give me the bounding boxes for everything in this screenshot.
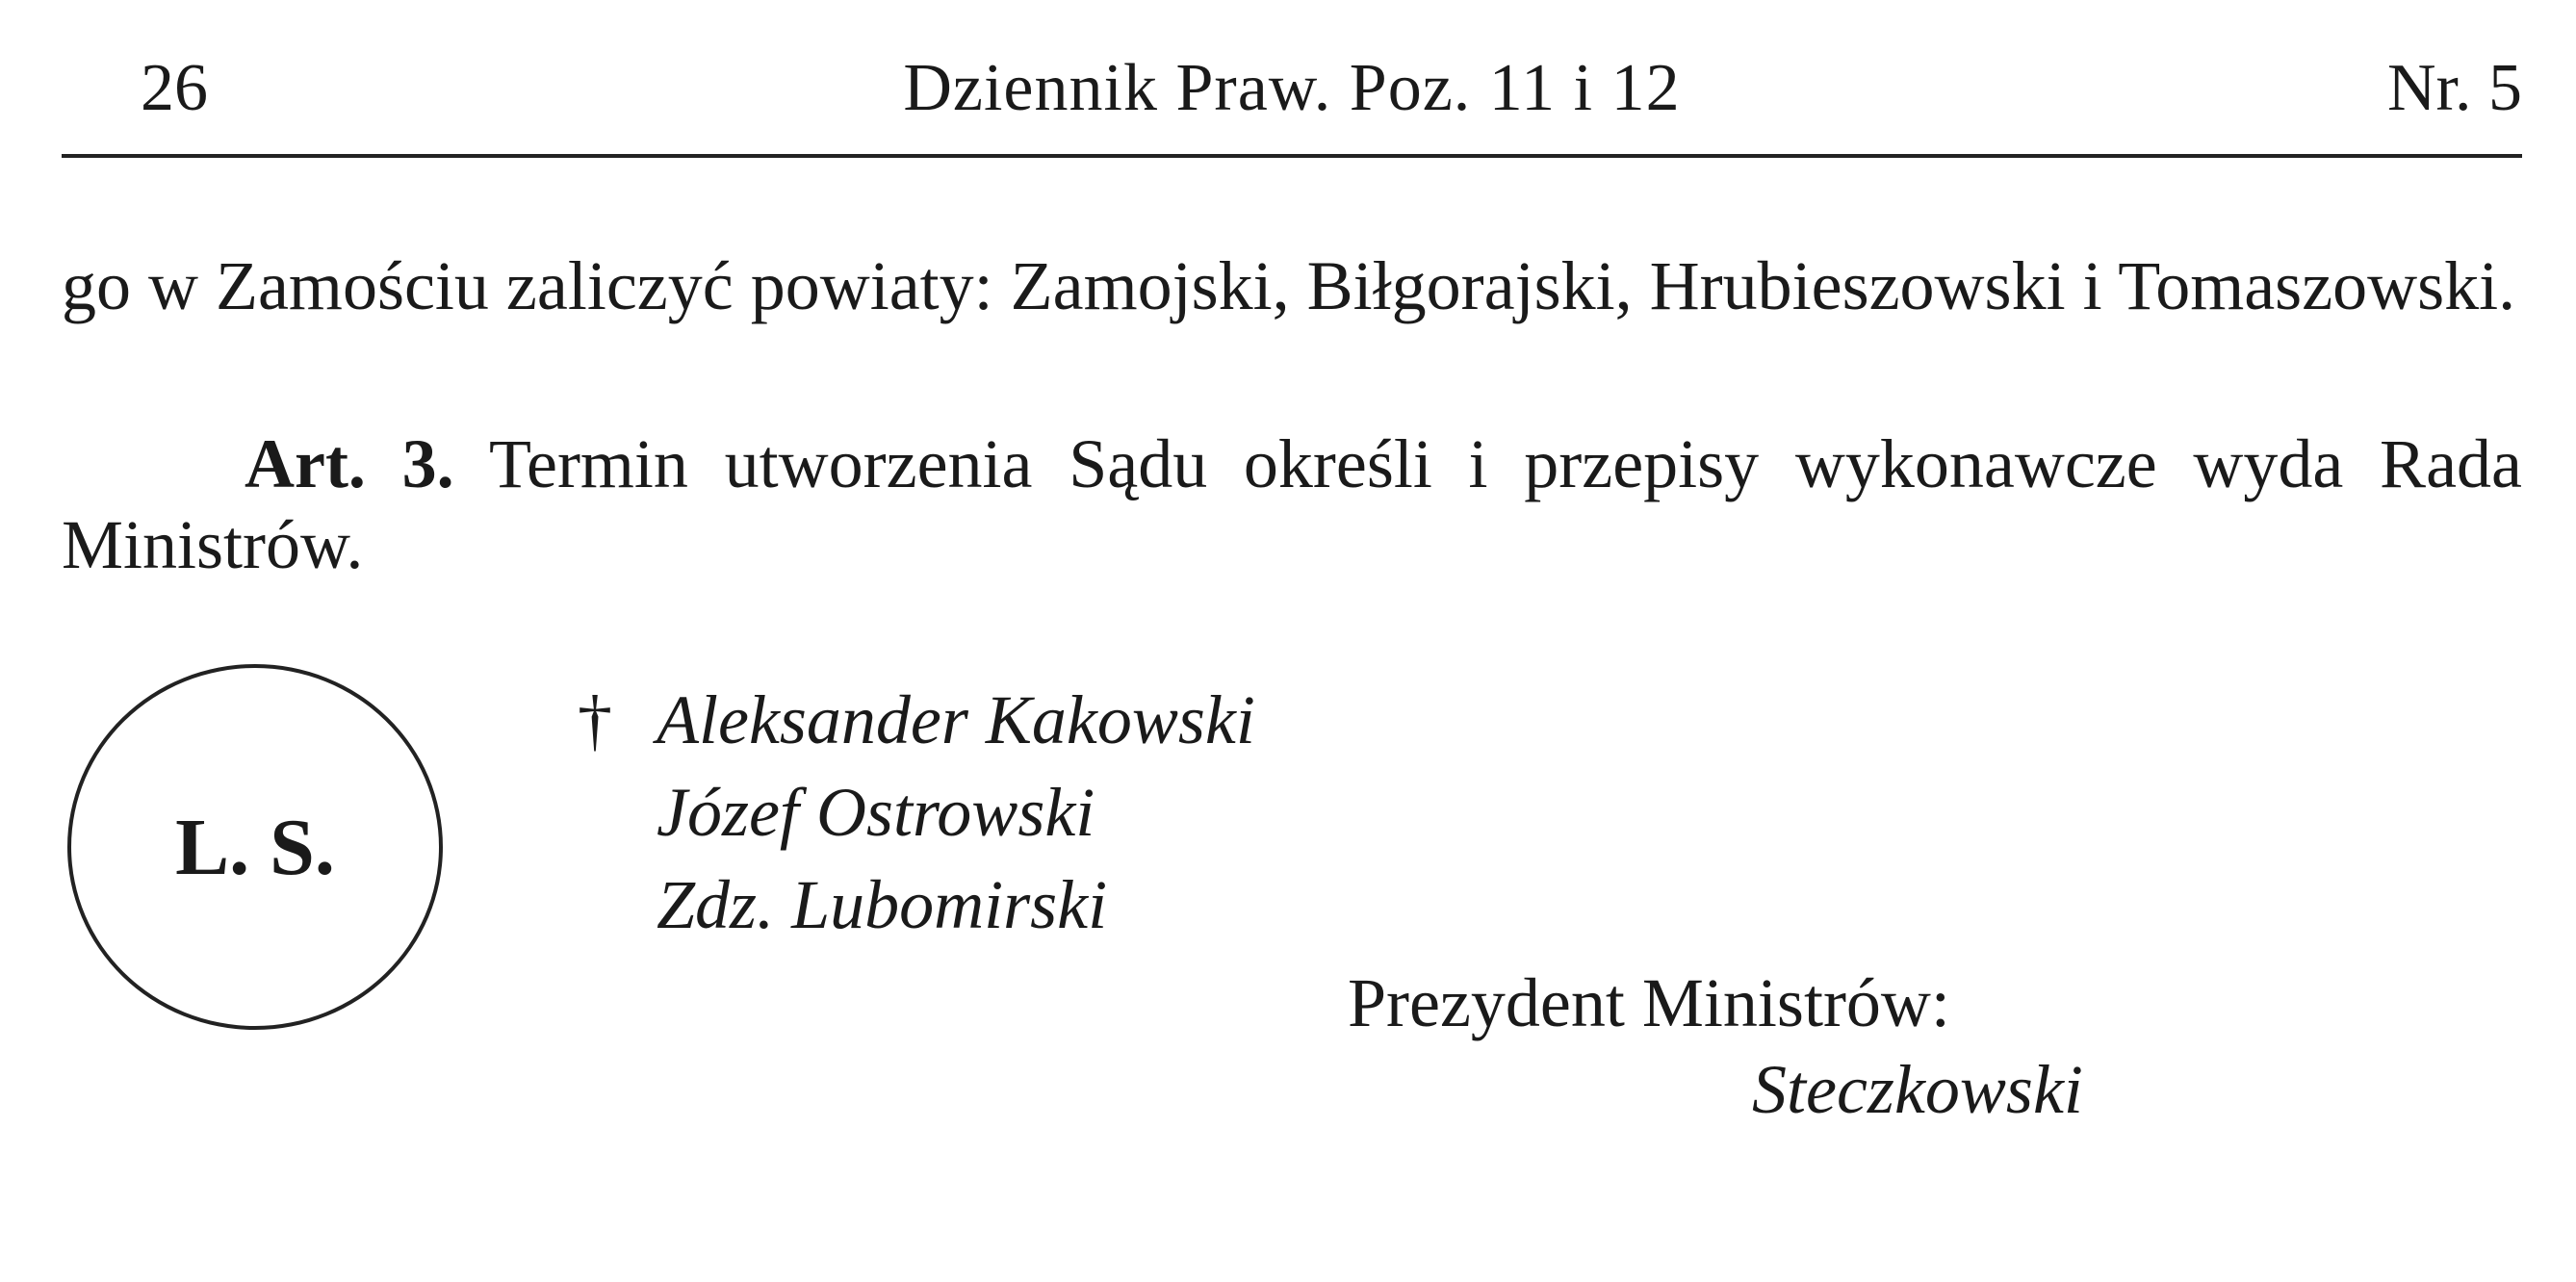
header-rule	[62, 154, 2522, 158]
signature-name: Józef Ostrowski	[657, 774, 1095, 851]
cross-mark: †	[578, 681, 612, 758]
signature-line	[578, 766, 1255, 859]
signature-name: Aleksander Kakowski	[657, 681, 1255, 758]
signatures-block	[578, 674, 1255, 951]
seal-text: L. S.	[175, 802, 335, 892]
page-header	[62, 31, 2522, 146]
journal-title: Dziennik Praw. Poz. 11 i 12	[903, 51, 1681, 125]
issue-number: Nr. 5	[2387, 51, 2522, 125]
signature-line	[578, 859, 1255, 951]
president-signature: Steczkowski	[1752, 1051, 2083, 1128]
article-text: Termin utworzenia Sądu określi i przepisy wykonawcze wyda Rada Ministrów.	[62, 425, 2522, 583]
article-label: Art. 3.	[245, 425, 454, 502]
signature-line	[578, 674, 1255, 766]
president-title: Prezydent Ministrów:	[1348, 964, 1950, 1041]
paragraph-continuation: go w Zamościu zaliczyć powiaty: Zamojski, Biłgorajski, Hrubieszowski i Tomaszowski.	[62, 247, 2516, 324]
article-paragraph	[62, 423, 2522, 585]
seal-stamp	[67, 664, 443, 1030]
signature-name: Zdz. Lubomirski	[657, 866, 1108, 943]
page-number: 26	[141, 51, 208, 125]
